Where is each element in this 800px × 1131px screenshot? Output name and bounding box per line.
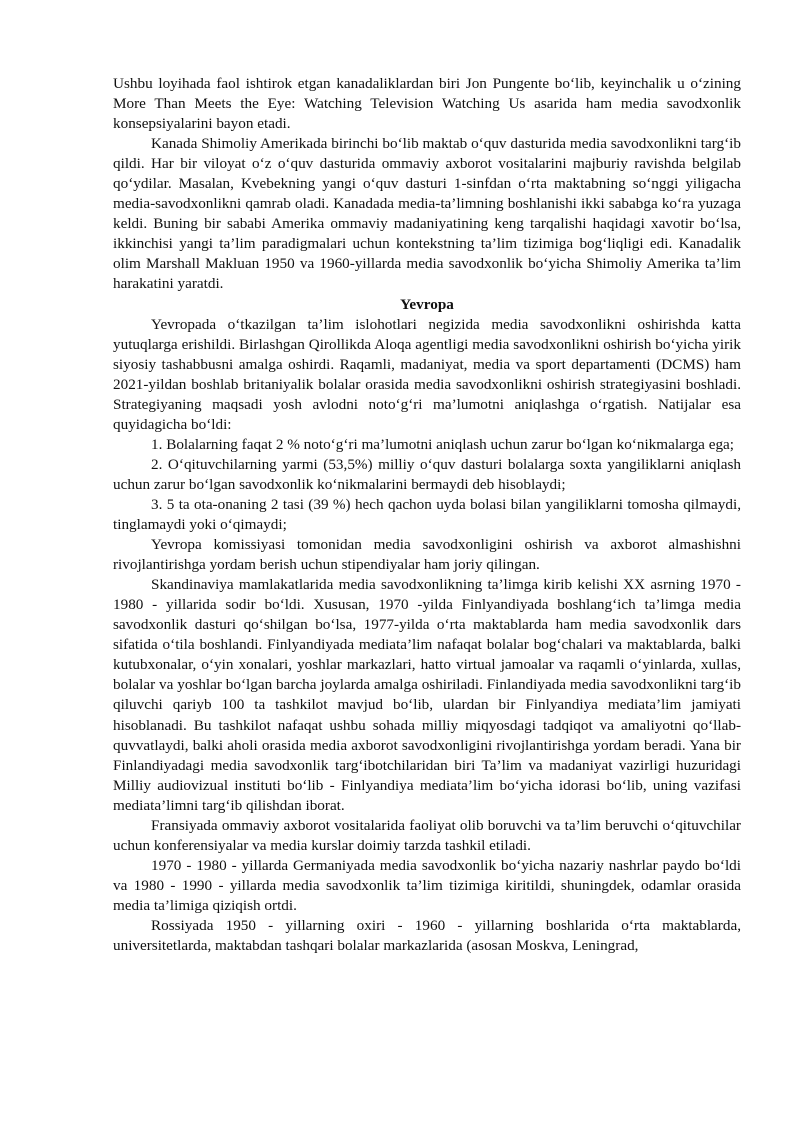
list-item-2: 2. O‘qituvchilarning yarmi (53,5%) milliy o‘quv dasturi bolalarga soxta yangiliklarni aniqlash uchun zarur bo‘lgan savodxonlik ko‘nikmalarini bermaydi deb hisoblaydi; <box>113 455 741 493</box>
list-item-3: 3. 5 ta ota-onaning 2 tasi (39 %) hech qachon uyda bolasi bilan yangiliklarni tomosha qilmaydi, tinglamaydi yoki o‘qimaydi; <box>113 495 741 534</box>
document-page <box>113 74 741 956</box>
section-heading-yevropa: Yevropa <box>400 295 454 313</box>
paragraph-yevropa-intro: Yevropada o‘tkazilgan ta’lim islohotlari negizida media savodxonlikni oshirishda katta yutuqlarga erishildi. Birlashgan Qirollikda Aloqa agentligi media savodxonlikni oshirish bo‘yicha yirik siyosiy tashabbusni amalga oshirdi. Raqamli, madaniyat, media va sport departamenti (DCMS) ham 2021-yildan boshlab britaniyalik bolalar orasida media savodxonlikni oshirish strategiyasini boshladi. Strategiyaning maqsadi yosh avlodni noto‘g‘ri ma’lumotni aniqlashga o‘rgatish. Natijalar esa quyidagicha bo‘ldi: <box>113 315 741 433</box>
paragraph-pungente: Ushbu loyihada faol ishtirok etgan kanadaliklardan biri Jon Pungente bo‘lib, keyinchalik u o‘zining More Than Meets the Eye: Watching Television Watching Us asarida ham media savodxonlik konsepsiyalarini bayon etadi. <box>113 75 741 133</box>
list-item-1: 1. Bolalarning faqat 2 % noto‘g‘ri ma’lumotni aniqlash uchun zarur bo‘lgan ko‘nikmalarga ega; <box>151 435 734 453</box>
paragraph-skandinaviya: Skandinaviya mamlakatlarida media savodxonlikning ta’limga kirib kelishi XX asrning 1970 - 1980 - yillarida sodir bo‘ldi. Xususan, 1970 -yilda Finlyandiyada boshlang‘ich ta’limga media savodxonlik dasturi qo‘shilgan bo‘lsa, 1977-yilda o‘rta maktablarda ham media savodxonlik dars sifatida o‘tila boshlandi. Finlyandiyada mediata’lim nafaqat bolalar bog‘chalari va maktablarda, balki kutubxonalar, o‘yin xonalari, yoshlar markazlari, hatto virtual jamoalar va raqamli o‘yinlarda, xullas, bolalar va yoshlar bo‘lgan barcha joylarda amalga oshiriladi. Finlandiyada media savodxonlikni targ‘ib qiluvchi qariyb 100 ta tashkilot mavjud bo‘lib, ulardan bir Finlyandiya mediata’lim jamiyati hisoblanadi. Bu tashkilot nafaqat ushbu sohada milliy miqyosdagi tadqiqot va amaliyotni qo‘llab-quvvatlaydi, balki aholi orasida media axborot savodxonligini rivojlantirishga yordam beradi. Yana bir Finlandiyadagi media savodxonlik targ‘ibotchilaridan biri Ta’lim va madaniyat vazirligi huzuridagi Milliy audiovizual instituti bo‘lib - Finlyandiya mediata’lim bo‘yicha idorasi bo‘lib, uning vazifasi mediata’limni targ‘ib qilishdan iborat. <box>113 576 741 814</box>
paragraph-fransiya: Fransiyada ommaviy axborot vositalarida faoliyat olib boruvchi va ta’lim beruvchi o‘qituvchilar uchun konferensiyalar va media kurslar doimiy tarzda tashkil etiladi. <box>113 816 741 854</box>
paragraph-rossiya: Rossiyada 1950 - yillarning oxiri - 1960 - yillarning boshlarida o‘rta maktablarda, universitetlarda, maktabdan tashqari bolalar markazlarida (asosan Moskva, Leningrad, <box>113 916 741 955</box>
paragraph-germaniya: 1970 - 1980 - yillarda Germaniyada media savodxonlik bo‘yicha nazariy nashrlar paydo bo‘ldi va 1980 - 1990 - yillarda media savodxonlik ta’lim tizimiga kiritildi, shuningdek, odamlar orasida media ta’limiga qiziqish ortdi. <box>113 856 741 914</box>
paragraph-yevropa-komissiyasi: Yevropa komissiyasi tomonidan media savodxonligini oshirish va axborot almashishni rivojlantirishga yordam berish uchun stipendiyalar ham joriy qilingan. <box>113 536 741 574</box>
paragraph-kanada: Kanada Shimoliy Amerikada birinchi bo‘lib maktab o‘quv dasturida media savodxonlikni targ‘ib qildi. Har bir viloyat o‘z o‘quv dasturida ommaviy axborot vositalarini majburiy ravishda belgilab qo‘ydilar. Masalan, Kvebekning yangi o‘quv dasturi 1-sinfdan o‘rta maktabning so‘nggi yiligacha media-savodxonlikni qamrab oladi. Kanadada media-ta’limning boshlanishi ikki sababga ko‘ra yuzaga keldi. Buning bir sababi Amerika ommaviy madaniyatining keng tarqalishi haqidagi xavotir bo‘lsa, ikkinchisi yangi ta’lim paradigmalari uchun kontekstning ta’lim tizimiga bog‘liqligi edi. Kanadalik olim Marshall Makluan 1950 va 1960-yillarda media savodxonlik bo‘yicha Shimoliy Amerika ta’lim harakatini yaratdi. <box>113 135 741 293</box>
